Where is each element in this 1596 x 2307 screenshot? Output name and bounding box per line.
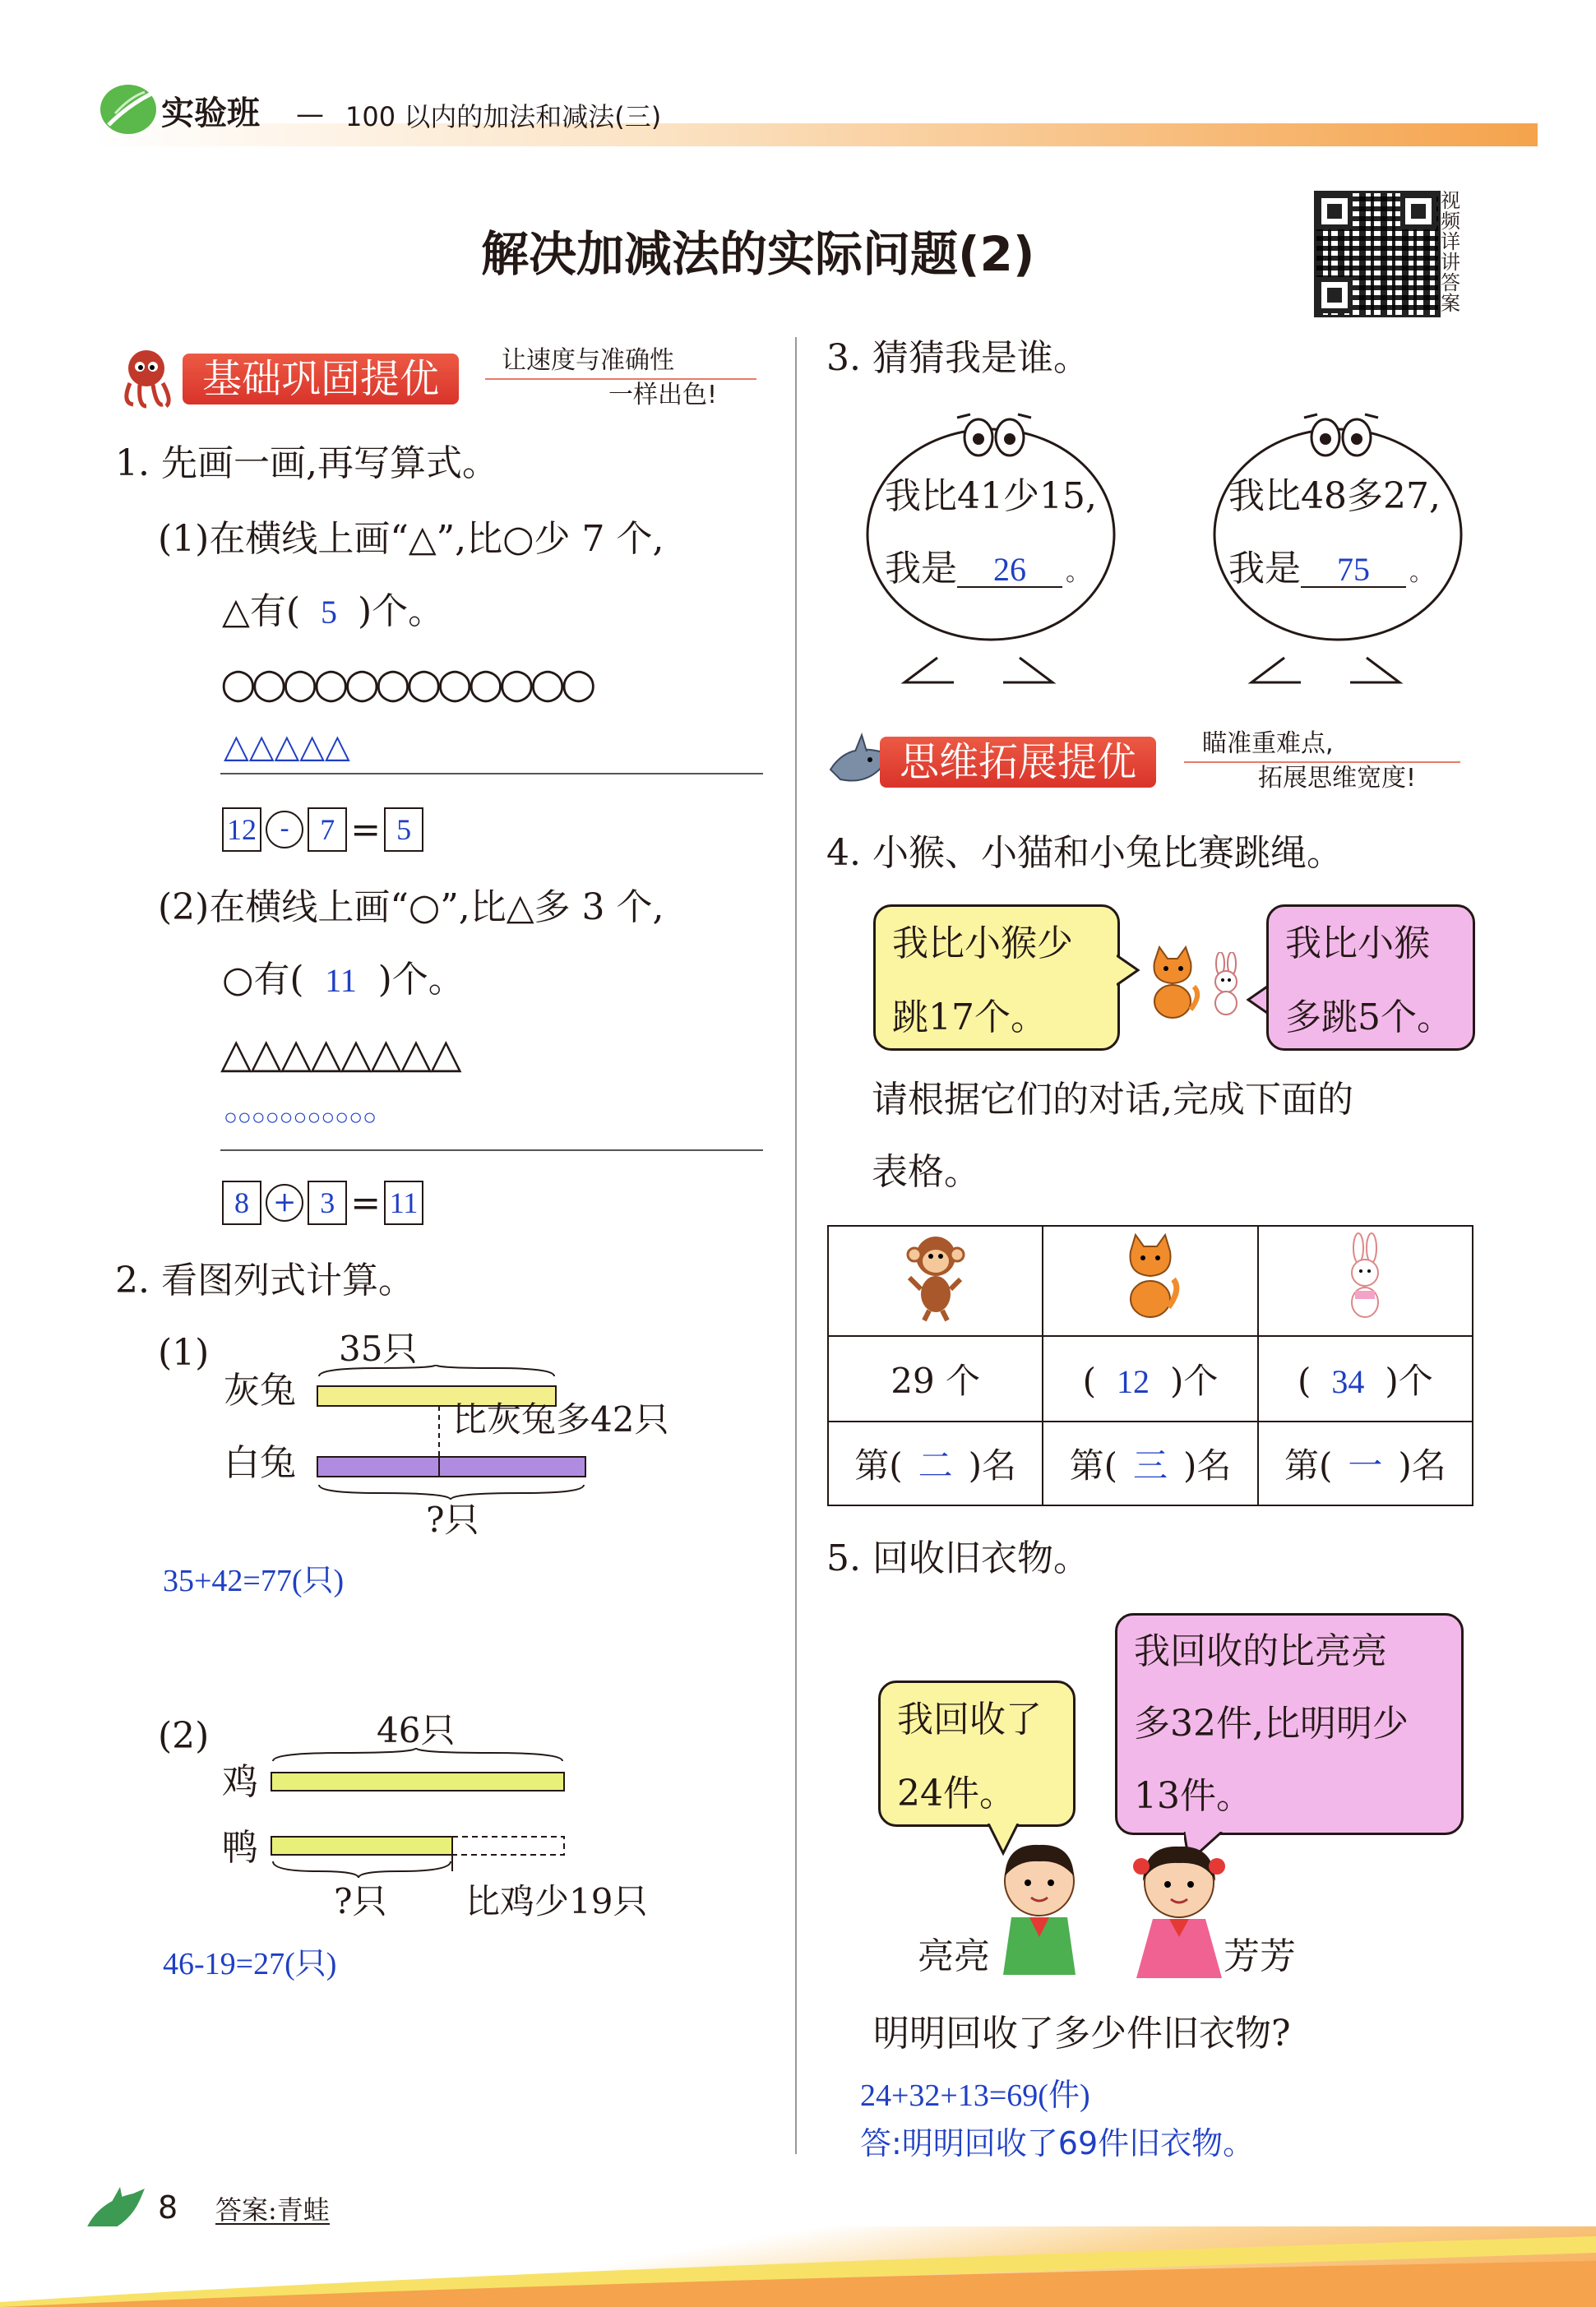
rank-pre: 第( [854, 1445, 903, 1486]
q1-part2-suffix: )个。 [377, 959, 465, 1001]
column-divider [795, 337, 797, 2154]
q2-part2-number: (2) [158, 1715, 210, 1757]
q1-circles-row: ○○○○○○○○○○○○ [220, 659, 592, 707]
footer-wave-stripe [0, 2220, 1596, 2307]
squid-icon [113, 345, 179, 411]
section-slogan-2: 一样出色! [608, 381, 718, 409]
table-rank-monkey [828, 1422, 1043, 1505]
q5-bubble-fangfang [1115, 1613, 1464, 1835]
q3-left-end: 。 [1066, 558, 1090, 587]
count-cat-pre: ( [1082, 1361, 1096, 1401]
rank-cat-answer[interactable]: 三 [1132, 1448, 1168, 1486]
q3-left-answer[interactable]: 26 [957, 553, 1062, 588]
q1-drawn-triangles[interactable]: △△△△△ [224, 728, 350, 765]
count-rabbit-answer[interactable]: 34 [1331, 1363, 1365, 1400]
q1-part1-text: (1)在横线上画“△”,比○少 7 个, [158, 518, 664, 560]
rank-monkey-answer[interactable]: 二 [918, 1448, 953, 1486]
q3-left-line2 [885, 548, 1090, 589]
rank-pre: 第( [1069, 1445, 1117, 1486]
q1-equation-1 [222, 807, 423, 852]
q2-part2-row2: 鸭 [222, 1827, 258, 1869]
eq2-box-result[interactable]: 11 [384, 1181, 423, 1225]
count-rabbit-pre: ( [1297, 1361, 1311, 1401]
q3-right-end: 。 [1409, 558, 1434, 587]
q4-stem: 4. 小猴、小猫和小兔比赛跳绳。 [826, 832, 1343, 874]
q5-bubble-left-line2: 24件。 [897, 1773, 1015, 1815]
q2-part1-row2: 白兔 [224, 1442, 296, 1484]
bubble-tail-left [1117, 954, 1141, 987]
q1-draw-line-2 [220, 1149, 763, 1151]
q2-part1-top-label: 35只 [339, 1329, 418, 1369]
rank-post: )名 [1398, 1445, 1446, 1486]
section-slogan-1: 让速度与准确性 [502, 346, 674, 375]
q2-stem: 2. 看图列式计算。 [115, 1260, 414, 1301]
rank-pre: 第( [1284, 1445, 1333, 1486]
slogan-underline [485, 378, 756, 380]
table-count-cat [1043, 1336, 1257, 1422]
q2-part2-row1: 鸡 [222, 1761, 258, 1803]
girl-fangfang-icon [1126, 1833, 1233, 1983]
q1-draw-line-1 [220, 773, 763, 774]
q1-triangles-row: △△△△△△△△ [220, 1029, 460, 1077]
q4-bubble-rabbit-line2: 多跳5个。 [1285, 996, 1453, 1038]
eq1-box-a[interactable]: 12 [222, 807, 261, 852]
q1-stem: 1. 先画一画,再写算式。 [115, 442, 498, 484]
eq2-box-b[interactable]: 3 [308, 1181, 347, 1225]
footer-riddle-answer: 答案:青蛙 [215, 2194, 330, 2226]
q1-part2-text: (2)在横线上画“○”,比△多 3 个, [158, 886, 664, 928]
monkey-icon [903, 1232, 969, 1322]
section-banner-extend: 思维拓展提优 [880, 737, 1156, 788]
q3-right-prefix: 我是 [1228, 548, 1301, 589]
q4-bubble-cat-line2: 跳17个。 [892, 996, 1047, 1038]
q5-answer-sentence[interactable]: 答:明明回收了69件旧衣物。 [860, 2125, 1255, 2161]
q3-stem: 3. 猜猜我是谁。 [826, 337, 1089, 379]
qr-finder-icon [1314, 191, 1441, 317]
q5-bubble-liangliang [878, 1681, 1076, 1827]
eq2-box-a[interactable]: 8 [222, 1181, 261, 1225]
q4-bubble-cat [873, 904, 1120, 1051]
qr-label: 视频详讲答案 [1441, 189, 1460, 315]
section2-slogan-1: 瞄准重难点, [1202, 729, 1334, 758]
q1-part1-suffix: )个。 [358, 590, 445, 632]
q1-part2-answer[interactable]: 11 [325, 962, 357, 999]
q2-part2-answer[interactable]: 46-19=27(只) [163, 1947, 337, 1981]
bar-duck [271, 1837, 452, 1855]
q4-bubble-rabbit [1266, 904, 1475, 1051]
table-rank-rabbit [1258, 1422, 1473, 1505]
q1-drawn-circles[interactable]: ○○○○○○○○○○○ [224, 1105, 377, 1130]
q4-instruction-1: 请根据它们的对话,完成下面的 [872, 1079, 1353, 1121]
q2-part2-bottom-left: ?只 [334, 1881, 387, 1921]
q3-left-line1: 我比41少15, [885, 475, 1097, 517]
count-cat-post: )个 [1169, 1361, 1219, 1401]
q5-bubble-right-line1: 我回收的比亮亮 [1134, 1630, 1387, 1672]
brand-title: 实验班 [161, 95, 260, 132]
q1-part2-prefix: ○有( [222, 959, 304, 1001]
count-rabbit-post: )个 [1385, 1361, 1433, 1401]
q5-name-fangfang: 芳芳 [1224, 1935, 1296, 1977]
rabbit-icon [1205, 952, 1247, 1018]
q3-right-line2 [1228, 548, 1434, 589]
q4-bubble-cat-line1: 我比小猴少 [892, 922, 1073, 964]
q5-bubble-right-line3: 13件。 [1134, 1775, 1252, 1817]
bar-chicken [271, 1773, 564, 1791]
table-count-monkey: 29 个 [828, 1336, 1043, 1422]
q1-part1-answer-line [222, 590, 445, 632]
leaf-logo-icon [97, 81, 160, 138]
table-rank-cat [1043, 1422, 1257, 1505]
eq1-operator[interactable]: - [266, 811, 303, 848]
q2-part1-side: 比灰兔多42只 [452, 1399, 669, 1440]
page-number: 8 [158, 2189, 178, 2226]
page-title: 解决加减法的实际问题(2) [481, 226, 1035, 282]
q1-part1-prefix: △有( [222, 590, 301, 632]
eq2-equals: = [350, 1181, 382, 1224]
cat-icon [1117, 1232, 1183, 1322]
eq2-operator[interactable]: + [266, 1184, 303, 1222]
q3-right-line1: 我比48多27, [1228, 475, 1441, 517]
count-cat-answer[interactable]: 12 [1116, 1363, 1150, 1400]
q3-right-answer[interactable]: 75 [1301, 553, 1406, 588]
q1-equation-2 [222, 1181, 423, 1225]
cat-icon [1143, 945, 1200, 1019]
rank-post: )名 [968, 1445, 1017, 1486]
q5-stem: 5. 回收旧衣物。 [826, 1537, 1089, 1579]
eq1-box-result[interactable]: 5 [384, 807, 423, 852]
q2-part1-answer[interactable]: 35+42=77(只) [163, 1564, 345, 1598]
q5-name-liangliang: 亮亮 [918, 1935, 990, 1977]
q2-part2-top-label: 46只 [377, 1710, 456, 1750]
section-banner-basic: 基础巩固提优 [183, 354, 459, 405]
rank-rabbit-answer[interactable]: 一 [1348, 1448, 1383, 1486]
q2-part1-number: (1) [158, 1332, 210, 1374]
table-count-rabbit [1258, 1336, 1473, 1422]
q1-part1-answer[interactable]: 5 [321, 594, 338, 631]
table-cat-cell [1043, 1226, 1257, 1336]
q4-bubble-rabbit-line1: 我比小猴 [1285, 922, 1430, 964]
rabbit-icon [1340, 1232, 1390, 1322]
q2-part1-bottom: ?只 [426, 1500, 479, 1540]
q2-part1-row1: 灰兔 [224, 1370, 296, 1412]
table-monkey-cell [828, 1226, 1043, 1336]
q5-question: 明明回收了多少件旧衣物? [873, 2013, 1291, 2055]
eq1-box-b[interactable]: 7 [308, 807, 347, 852]
boy-liangliang-icon [987, 1835, 1094, 1983]
rank-post: )名 [1182, 1445, 1232, 1486]
q5-answer-equation[interactable]: 24+32+13=69(件) [860, 2078, 1090, 2113]
q1-part2-answer-line [222, 959, 465, 1001]
bar-white-rabbit [317, 1457, 585, 1477]
q5-bubble-right-line2: 多32件,比明明少 [1134, 1703, 1409, 1745]
eq1-equals: = [350, 808, 382, 851]
q4-instruction-2: 表格。 [872, 1151, 980, 1193]
q2-part2-bottom-right: 比鸡少19只 [465, 1881, 648, 1921]
q5-bubble-left-line1: 我回收了 [897, 1699, 1042, 1741]
header-dash: — [296, 98, 324, 131]
chapter-title: 100 以内的加法和减法(三) [345, 101, 662, 132]
section2-slogan-2: 拓展思维宽度! [1258, 764, 1417, 793]
slogan2-underline [1184, 761, 1460, 763]
table-rabbit-cell [1258, 1226, 1473, 1336]
bar-duck-missing [452, 1837, 564, 1855]
q3-left-prefix: 我是 [885, 548, 957, 589]
q4-rank-table [827, 1225, 1473, 1506]
